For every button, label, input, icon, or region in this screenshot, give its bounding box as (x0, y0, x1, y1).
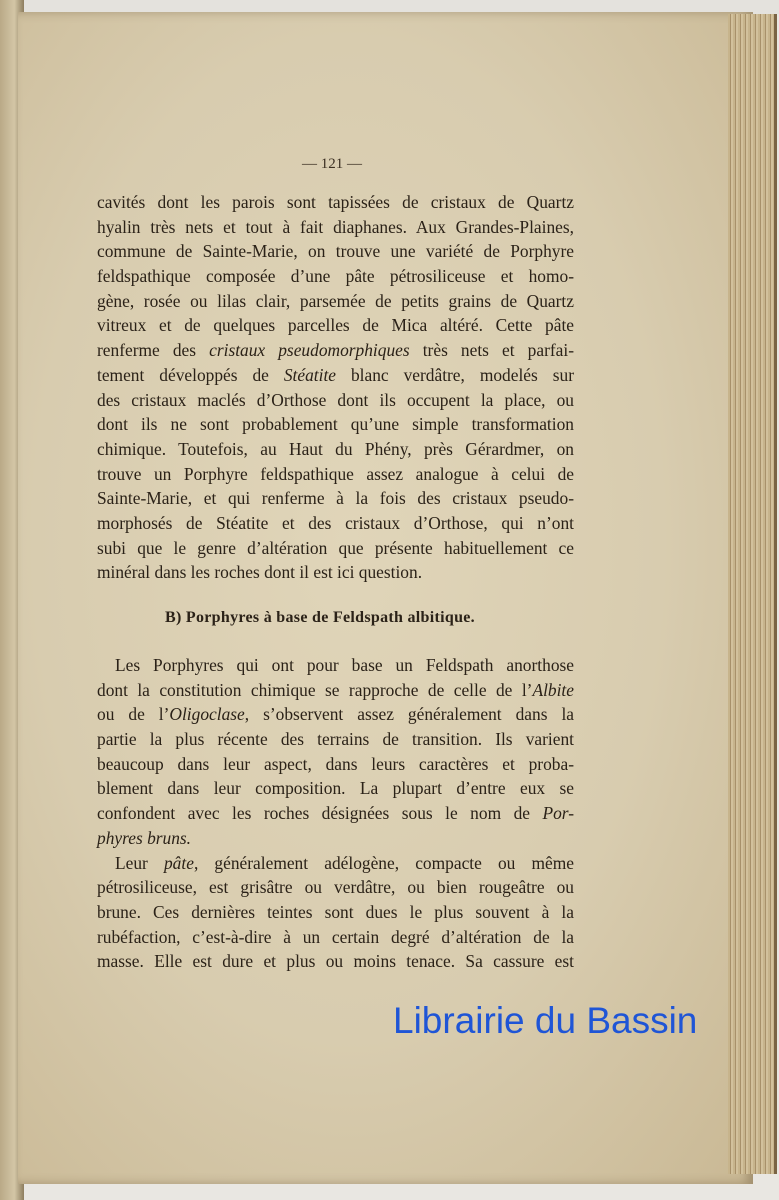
text-line (97, 536, 574, 561)
watermark: Librairie du Bassin (393, 1000, 698, 1041)
text-segment: commune de Sainte-Marie, on trouve une variété de Porphyre (97, 241, 574, 262)
text-line (97, 264, 574, 289)
text-line (97, 727, 574, 752)
section-heading: B) Porphyres à base de Feldspath albitique. (165, 609, 475, 626)
text-segment: blanc verdâtre, modelés sur (336, 364, 574, 385)
text-segment: tement développés de (97, 364, 284, 385)
text-segment: confondent avec les roches désignées sous le nom de (97, 803, 543, 824)
text-line (97, 653, 574, 678)
text-line (97, 801, 574, 826)
italic-text: Oligoclase (169, 704, 245, 725)
text-segment: Sainte-Marie, et qui renferme à la fois des cristaux pseudo- (97, 488, 574, 509)
text-line (97, 900, 574, 925)
text-line (97, 678, 574, 703)
page-number: — 121 — (302, 156, 362, 172)
text-line (97, 462, 574, 487)
text-line (97, 752, 574, 777)
text-line (97, 925, 574, 950)
text-line (97, 776, 574, 801)
paragraph-group-b (97, 653, 574, 974)
text-line (97, 702, 574, 727)
text-segment: Leur (115, 852, 164, 873)
text-segment: rubéfaction, c’est-à-dire à un certain degré d’altération de la (97, 926, 574, 947)
text-line (97, 289, 574, 314)
text-segment: hyalin très nets et tout à fait diaphanes. Aux Grandes-Plaines, (97, 216, 574, 237)
text-line (97, 875, 574, 900)
text-segment: très nets et parfai- (409, 340, 575, 361)
text-segment: , s’observent assez généralement dans la (244, 704, 574, 725)
text-segment: des cristaux maclés d’Orthose dont ils occupent la place, ou (97, 389, 574, 410)
text-segment: renferme des (97, 340, 210, 361)
text-segment: trouve un Porphyre feldspathique assez analogue à celui de (97, 463, 574, 484)
page-stack-edge (728, 14, 777, 1174)
text-line (97, 560, 574, 585)
text-segment: blement dans leur composition. La plupart d’entre eux se (97, 778, 574, 799)
text-segment: dont ils ne sont probablement qu’une simple transformation (97, 414, 574, 435)
text-segment: dont la constitution chimique se rapproche de celle de l’ (97, 679, 533, 700)
italic-text: Stéatite (283, 364, 336, 385)
text-segment: masse. Elle est dure et plus ou moins tenace. Sa cassure est (97, 951, 574, 972)
italic-text: phyres bruns. (97, 827, 192, 848)
text-segment: chimique. Toutefois, au Haut du Phény, près Gérardmer, on (97, 438, 574, 459)
text-segment: ou de l’ (97, 704, 170, 725)
paragraph-group-a (97, 190, 574, 585)
text-line (97, 363, 574, 388)
text-segment: beaucoup dans leur aspect, dans leurs caractères et proba- (97, 753, 574, 774)
text-line (97, 511, 574, 536)
text-segment: vitreux et de quelques parcelles de Mica altéré. Cette pâte (97, 315, 574, 336)
text-line (97, 851, 574, 876)
text-segment: Les Porphyres qui ont pour base un Feldspath anorthose (115, 655, 574, 675)
italic-text: pâte (163, 852, 194, 873)
italic-text: Por- (542, 803, 574, 824)
text-segment: , généralement adélogène, compacte ou même (193, 852, 574, 873)
text-segment: brune. Ces dernières teintes sont dues le plus souvent à la (97, 901, 574, 922)
text-line (97, 239, 574, 264)
text-line (97, 338, 574, 363)
text-segment: pétrosiliceuse, est grisâtre ou verdâtre, ou bien rougeâtre ou (97, 877, 574, 898)
text-segment: feldspathique composée d’une pâte pétrosiliceuse et homo- (97, 266, 574, 287)
italic-text: cristaux pseudomorphiques (209, 340, 410, 361)
text-line (97, 437, 574, 462)
text-segment: minéral dans les roches dont il est ici question. (97, 562, 423, 583)
text-line (97, 949, 574, 974)
italic-text: Albite (532, 679, 574, 700)
text-line (97, 313, 574, 338)
text-line (97, 190, 574, 215)
body-text (97, 190, 574, 974)
text-line (97, 412, 574, 437)
text-line (97, 826, 574, 851)
text-line (97, 388, 574, 413)
text-line (97, 215, 574, 240)
text-segment: partie la plus récente des terrains de transition. Ils varient (97, 729, 574, 750)
text-segment: subi que le genre d’altération que présente habituellement ce (97, 537, 574, 558)
text-segment: morphosés de Stéatite et des cristaux d’Orthose, qui n’ont (97, 512, 574, 533)
text-segment: gène, rosée ou lilas clair, parsemée de petits grains de Quartz (97, 290, 574, 311)
text-line (97, 486, 574, 511)
text-segment: cavités dont les parois sont tapissées de cristaux de Quartz (97, 192, 574, 212)
